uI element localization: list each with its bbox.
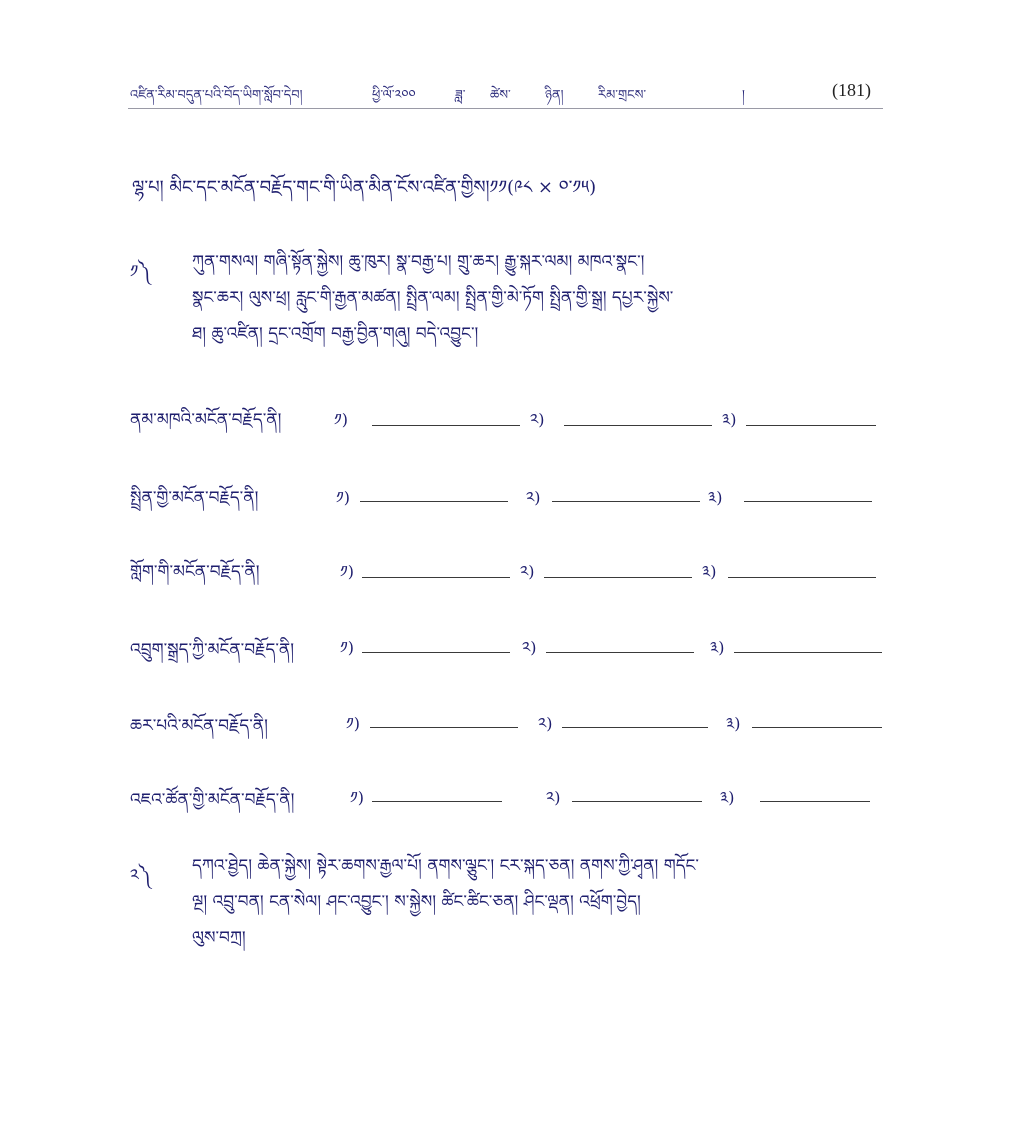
answer-blank[interactable] [362, 577, 510, 578]
blank-number: ༡) [334, 410, 348, 429]
answer-blank[interactable] [746, 425, 876, 426]
row-label: ཆར་པའི་མངོན་བརྗོད་ནི། [130, 716, 268, 736]
answer-blank[interactable] [552, 501, 700, 502]
answer-blank[interactable] [572, 801, 702, 802]
blank-number: ༡) [346, 714, 360, 733]
question-2-line: དཀའ་ཐྱེད། ཆེན་སྐྱེས། སྟེར་ཆགས་རྒྱལ་པོ། ནགས་ལྕུང་། ངར་སྐད་ཅན། ནགས་ཀྱི་ཤྭན། གདོང་ [192, 856, 699, 876]
row-label: གློག་གི་མངོན་བརྗོད་ནི། [130, 562, 260, 582]
header-shad: ། [742, 88, 745, 103]
answer-blank[interactable] [760, 801, 870, 802]
answer-blank[interactable] [564, 425, 712, 426]
answer-blank[interactable] [562, 727, 708, 728]
blank-number: ༡) [350, 788, 364, 807]
blank-number: ༣) [720, 788, 735, 807]
blank-number: ༢) [526, 488, 541, 507]
answer-blank[interactable] [546, 652, 694, 653]
answer-blank[interactable] [728, 577, 876, 578]
answer-blank[interactable] [372, 801, 502, 802]
question-2-text [192, 848, 699, 956]
header-weekday: ཉིན། [545, 88, 564, 103]
header-rule [128, 108, 883, 109]
header-book-title: འཛིན་རིམ་བདུན་པའི་བོད་ཡིག་སློབ་དེབ། [130, 88, 303, 103]
question-1-number: ༡༽ [130, 262, 151, 282]
page-number: (181) [832, 80, 871, 100]
answer-blank[interactable] [544, 577, 692, 578]
question-1-text [192, 244, 673, 352]
header-day: ཚེས་ [490, 88, 511, 103]
blank-number: ༣) [710, 638, 725, 657]
header-serial: རིམ་གྲངས་ [598, 88, 647, 103]
question-1-line: ཀུན་གསལ། གཞི་སྟོན་སྐྱེས། ཆུ་ཁུར། སྣ་བརྒྱ་པ། གྲུ་ཆར། རྒྱུ་སྐར་ལམ། མཁའ་སྣང་། [192, 252, 645, 272]
header-month: ཟླ་ [455, 88, 466, 103]
blank-number: ༡) [340, 638, 354, 657]
blank-number: ༣) [702, 562, 717, 581]
question-2-line: ལུས་བཀྲ། [192, 928, 246, 948]
blank-number: ༢) [520, 562, 535, 581]
header-year: ཕྱི་ལོ་༢༠༠ [372, 88, 416, 103]
row-label: སྤྲིན་གྱི་མངོན་བརྗོད་ནི། [130, 488, 259, 508]
blank-number: ༡) [336, 488, 350, 507]
row-label: འབྲུག་སྒྲད་ཀྱི་མངོན་བརྗོད་ནི། [130, 640, 295, 660]
blank-number: ༣) [708, 488, 723, 507]
answer-blank[interactable] [362, 652, 510, 653]
question-2-number: ༢༽ [130, 866, 151, 886]
blank-number: ༢) [538, 714, 553, 733]
answer-blank[interactable] [734, 652, 882, 653]
blank-number: ༢) [546, 788, 561, 807]
exercise-title: ལྷ་པ། མིང་དང་མངོན་བརྗོད་གང་གི་ཡིན་མིན་ངོས་འཛིན་གྱིས།༡༡(༩༨ × ༠་༡༥) [132, 177, 597, 198]
question-2-line: ལྔ། འབྲུ་བན། ངན་སེལ། ཤང་འབྱུང་། ས་སྐྱེས། ཚིང་ཚིང་ཅན། ཤིང་ལྡན། འཕྲོག་བྱེད། [192, 892, 641, 912]
answer-blank[interactable] [372, 425, 520, 426]
blank-number: ༣) [726, 714, 741, 733]
answer-blank[interactable] [752, 727, 882, 728]
row-label: འཇའ་ཚོན་གྱི་མངོན་བརྗོད་ནི། [130, 790, 295, 810]
row-label: ནམ་མཁའི་མངོན་བརྗོད་ནི། [130, 410, 282, 430]
answer-blank[interactable] [370, 727, 518, 728]
blank-number: ༢) [530, 410, 545, 429]
blank-number: ༢) [522, 638, 537, 657]
blank-number: ༣) [722, 410, 737, 429]
answer-blank[interactable] [360, 501, 508, 502]
question-1-line: ཐ། ཆུ་འཛིན། དྲང་འགྲོག བརྒྱ་བྱིན་གཞུ། བདེ་འབྱུང་། [192, 324, 479, 344]
answer-blank[interactable] [744, 501, 872, 502]
blank-number: ༡) [340, 562, 354, 581]
question-1-line: སྣང་ཆར། ལུས་ཕྲ། རླུང་གི་རྒྱན་མཚན། སྤྲིན་ལམ། སྤྲིན་གྱི་མེ་ཏོག སྤྲིན་གྱི་སྒྲ། དཔྱར་སྐྱེས་ [192, 288, 674, 308]
